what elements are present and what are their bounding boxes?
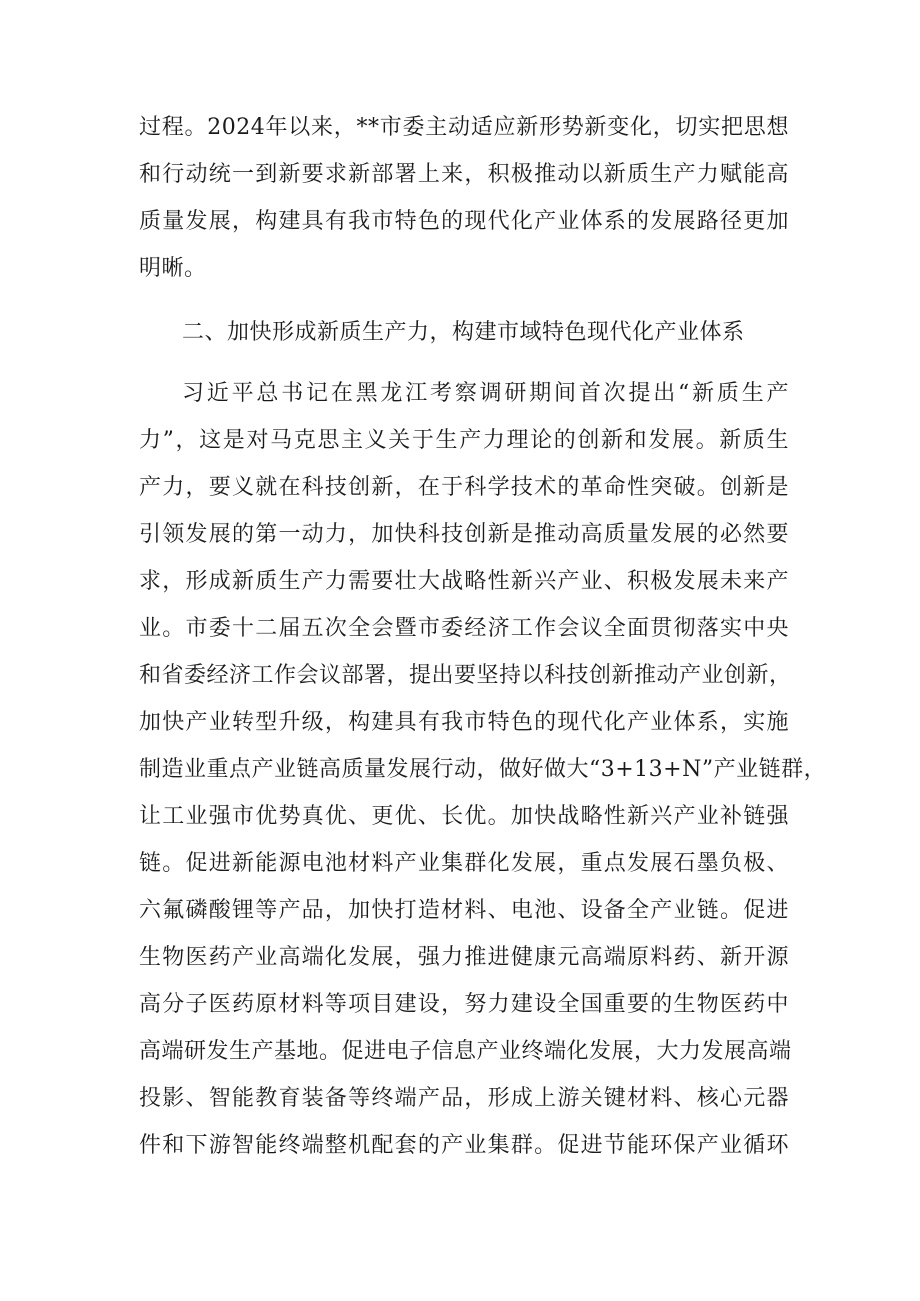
section-heading: 二、加快形成新质生产力，构建市域特色现代化产业体系 [182, 320, 745, 345]
paragraph-2-line-6: 业。市委十二届五次全会暨市委经济工作会议全面贯彻落实中央 [139, 616, 789, 641]
paragraph-2-line-1: 习近平总书记在黑龙江考察调研期间首次提出“新质生产 [182, 381, 789, 406]
paragraph-2-line-14: 高分子医药原材料等项目建设，努力建设全国重要的生物医药中 [139, 992, 789, 1017]
paragraph-2-line-11: 链。促进新能源电池材料产业集群化发展，重点发展石墨负极、 [139, 851, 789, 876]
paragraph-1-line-3: 质量发展，构建具有我市特色的现代化产业体系的发展路径更加 [139, 209, 789, 234]
paragraph-2-line-8: 加快产业转型升级，构建具有我市特色的现代化产业体系，实施 [139, 710, 789, 735]
paragraph-2-line-17: 件和下游智能终端整机配套的产业集群。促进节能环保产业循环 [139, 1133, 789, 1158]
paragraph-2-line-2: 力”，这是对马克思主义关于生产力理论的创新和发展。新质生 [139, 428, 789, 453]
paragraph-2-line-3: 产力，要义就在科技创新，在于科学技术的革命性突破。创新是 [139, 475, 789, 500]
paragraph-1-line-2: 和行动统一到新要求新部署上来，积极推动以新质生产力赋能高 [139, 162, 789, 187]
paragraph-1-line-1: 过程。2024年以来，**市委主动适应新形势新变化，切实把思想 [139, 115, 789, 140]
paragraph-2-line-13: 生物医药产业高端化发展，强力推进健康元高端原料药、新开源 [139, 945, 789, 970]
paragraph-2-line-15: 高端研发生产基地。促进电子信息产业终端化发展，大力发展高端 [139, 1039, 792, 1064]
paragraph-2-line-16: 投影、智能教育装备等终端产品，形成上游关键材料、核心元器 [139, 1086, 789, 1111]
paragraph-2-line-5: 求，形成新质生产力需要壮大战略性新兴产业、积极发展未来产 [139, 569, 789, 594]
paragraph-2-line-7: 和省委经济工作会议部署，提出要坚持以科技创新推动产业创新， [139, 663, 792, 688]
paragraph-2-line-12: 六氟磷酸锂等产品，加快打造材料、电池、设备全产业链。促进 [139, 898, 789, 923]
paragraph-1-line-4: 明晰。 [139, 256, 207, 281]
paragraph-2-line-10: 让工业强市优势真优、更优、长优。加快战略性新兴产业补链强 [139, 804, 789, 829]
paragraph-2-line-4: 引领发展的第一动力，加快科技创新是推动高质量发展的必然要 [139, 522, 789, 547]
paragraph-2-line-9: 制造业重点产业链高质量发展行动，做好做大“3+13+N”产业链群， [139, 757, 827, 782]
